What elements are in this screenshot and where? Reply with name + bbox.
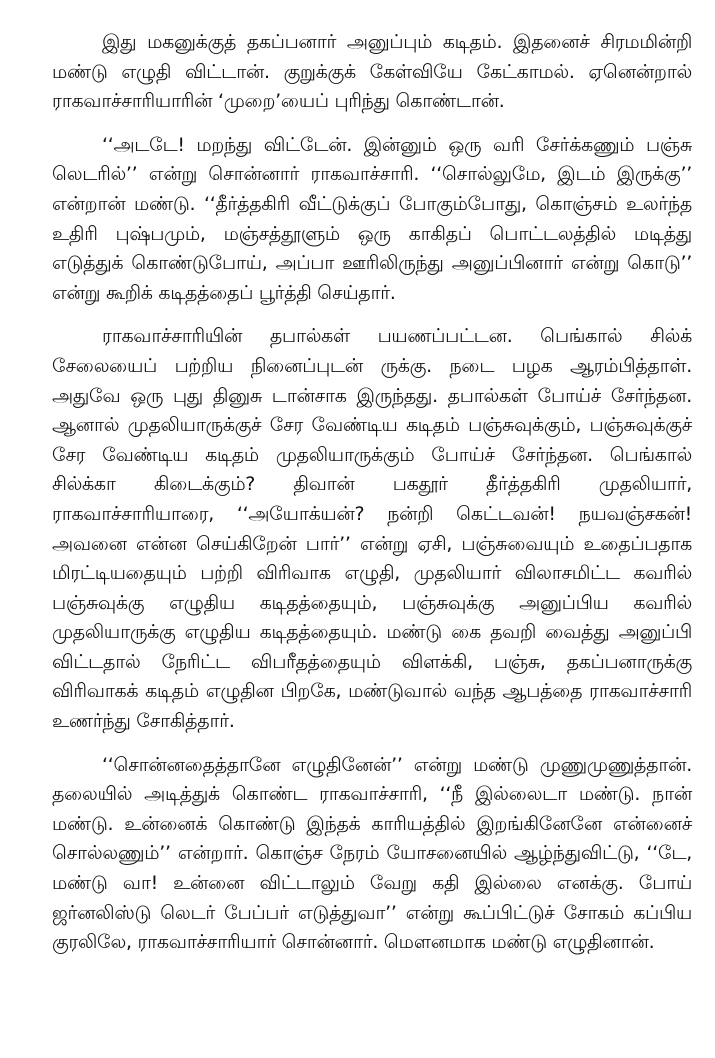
page-text	[52, 28, 692, 972]
paragraph-2: ‘‘அடடே! மறந்து விட்டேன். இன்னும் ஒரு வரி சேர்க்கணும் பஞ்சு லெடரில்’’ என்று சொன்னார் ராகவாச்சாரி. ‘‘சொல்லுமே, இடம் இருக்கு’’ என்றான் மண்டு. ‘‘தீர்த்தகிரி வீட்டுக்குப் போகும்போது, கொஞ்சம் உலர்ந்த உதிரி புஷ்பமும், மஞ்சத்தூளும் ஒரு காகிதப் பொட்டலத்தில் மடித்து எடுத்துக் கொண்டுபோய், அப்பா ஊரிலிருந்து அனுப்பினார் என்று கொடு’’ என்று கூறிக் கடிதத்தைப் பூர்த்தி செய்தார்.	[52, 133, 692, 304]
paragraph-1: இது மகனுக்குத் தகப்பனார் அனுப்பும் கடிதம். இதனைச் சிரமமின்றி மண்டு எழுதி விட்டான். குறுக்குக் கேள்வியே கேட்காமல். ஏனென்றால் ராகவாச்சாரியாரின் ‘முறை’யைப் புரிந்து கொண்டான்.	[52, 31, 692, 113]
paragraph-3: ராகவாச்சாரியின் தபால்கள் பயணப்பட்டன. பெங்கால் சில்க் சேலையைப் பற்றிய நினைப்புடன் ருக்கு. நடை பழக ஆரம்பித்தாள். அதுவே ஒரு புது தினுசு டான்சாக இருந்தது. தபால்கள் போய்ச் சேர்ந்தன. ஆனால் முதலியாருக்குச் சேர வேண்டிய கடிதம் பஞ்சுவுக்கும், பஞ்சுவுக்குச் சேர வேண்டிய கடிதம் முதலியாருக்கும் போய்ச் சேர்ந்தன. பெங்கால் சில்க்கா கிடைக்கும்? திவான் பகதூர் தீர்த்தகிரி முதலியார், ராகவாச்சாரியாரை, ‘‘அயோக்யன்? நன்றி கெட்டவன்! நயவஞ்சகன்! அவனை என்ன செய்கிறேன் பார்’’ என்று ஏசி, பஞ்சுவையும் உதைப்பதாக மிரட்டியதையும் பற்றி விரிவாக எழுதி, முதலியார் விலாசமிட்ட கவரில் பஞ்சுவுக்கு எழுதிய கடிதத்தையும், பஞ்சுவுக்கு அனுப்பிய கவரில் முதலியாருக்கு எழுதிய கடிதத்தையும். மண்டு கை தவறி வைத்து அனுப்பி விட்டதால் நேரிட்ட விபரீதத்தையும் விளக்கி, பஞ்சு, தகப்பனாருக்கு விரிவாகக் கடிதம் எழுதின பிறகே, மண்டுவால் வந்த ஆபத்தை ராகவாச்சாரி உணர்ந்து சோகித்தார்.	[52, 325, 692, 733]
paragraph-4: ‘‘சொன்னதைத்தானே எழுதினேன்’’ என்று மண்டு முணுமுணுத்தான். தலையில் அடித்துக் கொண்ட ராகவாச்சாரி, ‘‘நீ இல்லைடா மண்டு. நான் மண்டு. உன்னைக் கொண்டு இந்தக் காரியத்தில் இறங்கினேனே என்னைச் சொல்லணும்’’ என்றார். கொஞ்ச நேரம் யோசனையில் ஆழ்ந்துவிட்டு, ‘‘டே, மண்டு வா! உன்னை விட்டாலும் வேறு கதி இல்லை எனக்கு. போய் ஜர்னலிஸ்டு லெடர் பேப்பர் எடுத்துவா’’ என்று கூப்பிட்டுச் சோகம் கப்பிய குரலிலே, ராகவாச்சாரியார் சொன்னார். மௌனமாக மண்டு எழுதினான்.	[52, 753, 692, 954]
